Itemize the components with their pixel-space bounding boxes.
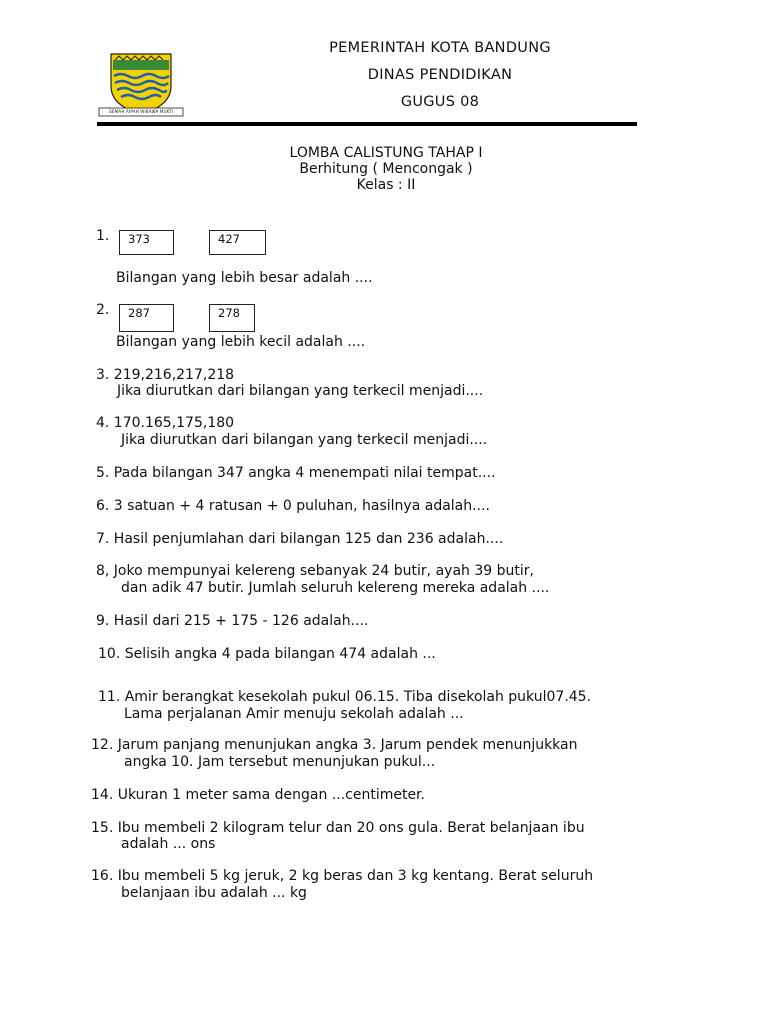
question-8-line-2: dan adik 47 butir. Jumlah seluruh kelereng mereka adalah .... <box>121 580 550 596</box>
question-1-number: 1. <box>96 228 110 244</box>
header-line-1: PEMERINTAH KOTA BANDUNG <box>329 40 551 56</box>
test-title: LOMBA CALISTUNG TAHAP I <box>289 145 483 161</box>
test-subtitle: Berhitung ( Mencongak ) <box>299 161 473 177</box>
question-3-line-2: Jika diurutkan dari bilangan yang terkecil menjadi.... <box>117 383 484 399</box>
question-8-line-1: 8, Joko mempunyai kelereng sebanyak 24 butir, ayah 39 butir, <box>96 563 534 579</box>
question-3-line-1: 3. 219,216,217,218 <box>96 367 235 383</box>
question-11-line-1: 11. Amir berangkat kesekolah pukul 06.15. Tiba disekolah pukul07.45. <box>98 689 592 705</box>
question-11-line-2: Lama perjalanan Amir menuju sekolah adalah ... <box>124 706 464 722</box>
header-line-3: GUGUS 08 <box>400 94 480 110</box>
question-2-number: 2. <box>96 302 110 318</box>
question-2-box-b: 278 <box>209 304 255 332</box>
question-14: 14. Ukuran 1 meter sama dengan ...centimeter. <box>91 787 425 803</box>
question-10: 10. Selisih angka 4 pada bilangan 474 adalah ... <box>98 646 436 662</box>
test-class: Kelas : II <box>356 177 416 193</box>
question-4-line-1: 4. 170.165,175,180 <box>96 415 235 431</box>
question-1-text: Bilangan yang lebih besar adalah .... <box>116 270 373 286</box>
question-12-line-2: angka 10. Jam tersebut menunjukan pukul... <box>124 754 436 770</box>
question-9: 9. Hasil dari 215 + 175 - 126 adalah.... <box>96 613 369 629</box>
logo-motto: GEMAH RIPAH WIBAWA MUKTI <box>108 109 174 114</box>
question-7: 7. Hasil penjumlahan dari bilangan 125 dan 236 adalah.... <box>96 531 504 547</box>
question-2-text: Bilangan yang lebih kecil adalah .... <box>116 334 366 350</box>
question-16-line-2: belanjaan ibu adalah ... kg <box>121 885 307 901</box>
question-15-line-1: 15. Ibu membeli 2 kilogram telur dan 20 ons gula. Berat belanjaan ibu <box>91 820 585 836</box>
question-4-line-2: Jika diurutkan dari bilangan yang terkecil menjadi.... <box>121 432 488 448</box>
question-15-line-2: adalah ... ons <box>121 836 216 852</box>
header-line-2: DINAS PENDIDIKAN <box>367 67 513 83</box>
question-1-box-b: 427 <box>209 230 266 255</box>
question-2-box-a: 287 <box>119 304 174 332</box>
header-divider <box>97 122 637 126</box>
question-6: 6. 3 satuan + 4 ratusan + 0 puluhan, hasilnya adalah.... <box>96 498 490 514</box>
question-16-line-1: 16. Ibu membeli 5 kg jeruk, 2 kg beras dan 3 kg kentang. Berat seluruh <box>91 868 594 884</box>
question-1-box-a: 373 <box>119 230 174 255</box>
question-12-line-1: 12. Jarum panjang menunjukan angka 3. Jarum pendek menunjukkan <box>91 737 578 753</box>
question-5: 5. Pada bilangan 347 angka 4 menempati nilai tempat.... <box>96 465 496 481</box>
